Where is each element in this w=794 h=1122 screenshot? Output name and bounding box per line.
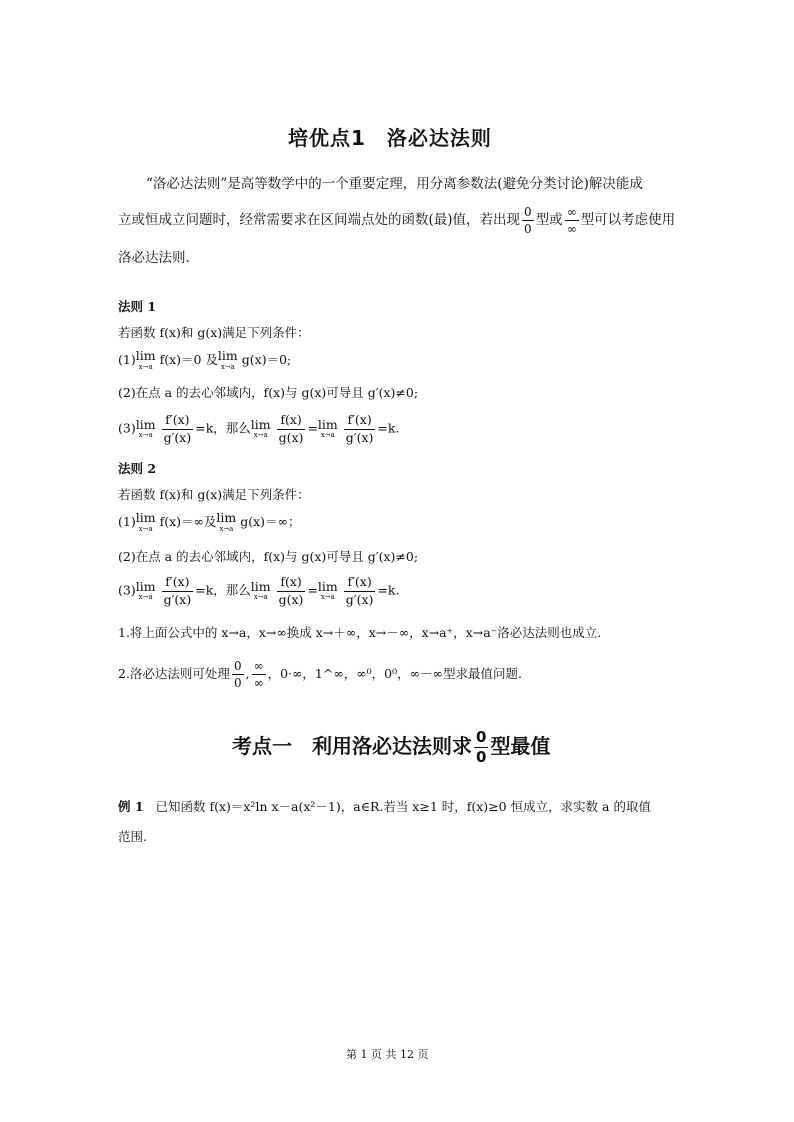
equals-k-then: =k，那么 bbox=[195, 582, 251, 598]
example-1-line-1 bbox=[118, 798, 651, 816]
intro-line-2-text-b: 型或 bbox=[535, 212, 563, 228]
derivative-fraction bbox=[162, 576, 194, 606]
lim-label: lim bbox=[250, 578, 271, 594]
example-1-line-2: 范围. bbox=[118, 829, 147, 844]
rule2-condition-3 bbox=[118, 576, 399, 606]
function-fraction bbox=[277, 576, 306, 606]
limit-operator bbox=[218, 350, 238, 371]
frac-numerator: f′(x) bbox=[344, 576, 376, 592]
item-prefix: (3) bbox=[118, 420, 136, 436]
frac-numerator: 0 bbox=[476, 728, 487, 746]
frac-numerator: 0 bbox=[233, 659, 242, 673]
lim-subscript: x→a bbox=[138, 431, 153, 440]
frac-numerator: f′(x) bbox=[344, 414, 376, 430]
limit-operator bbox=[135, 416, 156, 440]
equals-k: =k. bbox=[377, 420, 400, 436]
intro-line-3: 洛必达法则. bbox=[118, 250, 190, 266]
function-fraction bbox=[277, 414, 306, 444]
equals-k-then: =k，那么 bbox=[195, 420, 251, 436]
lim-subscript: x→a bbox=[138, 362, 153, 371]
lim-subscript: x→a bbox=[320, 431, 335, 440]
intro-line-2 bbox=[118, 206, 675, 235]
zero-over-zero-fraction bbox=[522, 206, 534, 235]
rule1-condition-3 bbox=[118, 414, 399, 444]
limit-operator bbox=[250, 578, 271, 602]
derivative-fraction bbox=[344, 414, 376, 444]
zero-over-zero-fraction bbox=[232, 660, 244, 689]
equals-sign: = bbox=[307, 420, 318, 436]
lim-label: lim bbox=[317, 416, 338, 432]
limit-operator bbox=[317, 416, 338, 440]
lim-subscript: x→a bbox=[138, 524, 153, 533]
frac-denominator: 0 bbox=[476, 748, 487, 766]
rule1-heading: 法则 1 bbox=[118, 299, 157, 314]
lim-label: lim bbox=[135, 416, 156, 432]
equals-sign: = bbox=[307, 582, 318, 598]
example-text: 已知函数 f(x)＝x²ln x－a(x²－1)，a∈R.若当 x≥1 时，f(x)≥0 恒成立，求实数 a 的取值 bbox=[155, 799, 651, 814]
intro-line-1: “洛必达法则”是高等数学中的一个重要定理，用分离参数法(避免分类讨论)解决能成 bbox=[146, 176, 643, 192]
lim-label: lim bbox=[135, 348, 156, 363]
lim-subscript: x→a bbox=[220, 362, 235, 371]
lim-subscript: x→a bbox=[253, 593, 268, 602]
lim-label: lim bbox=[250, 416, 271, 432]
lim-subscript: x→a bbox=[138, 593, 153, 602]
rule1-condition-2: (2)在点 a 的去心邻域内，f(x)与 g(x)可导且 g′(x)≠0; bbox=[118, 385, 419, 400]
zero-over-zero-fraction bbox=[474, 730, 488, 765]
limit-operator bbox=[216, 512, 236, 533]
item-prefix: (3) bbox=[118, 582, 136, 598]
note-2 bbox=[118, 660, 522, 689]
frac-denominator: 0 bbox=[233, 676, 242, 690]
rule2-condition-2: (2)在点 a 的去心邻域内，f(x)与 g(x)可导且 g′(x)≠0; bbox=[118, 549, 419, 564]
limit-operator bbox=[136, 350, 156, 371]
equals-k: =k. bbox=[377, 582, 400, 598]
section-title bbox=[232, 730, 550, 765]
limit-operator bbox=[136, 512, 156, 533]
condition-text: f(x)＝0 及 bbox=[159, 351, 218, 367]
intro-line-2-text-c: 型可以考虑使用 bbox=[580, 212, 676, 228]
rule2-condition-1 bbox=[118, 512, 300, 533]
rule2-heading: 法则 2 bbox=[118, 461, 157, 476]
lim-label: lim bbox=[135, 510, 156, 525]
lim-label: lim bbox=[317, 578, 338, 594]
condition-text: g(x)＝∞； bbox=[240, 513, 301, 529]
lim-subscript: x→a bbox=[219, 524, 234, 533]
frac-numerator: 0 bbox=[524, 205, 532, 219]
lim-subscript: x→a bbox=[320, 593, 335, 602]
lim-label: lim bbox=[217, 348, 238, 363]
condition-text: f(x)＝∞及 bbox=[159, 513, 217, 529]
lim-subscript: x→a bbox=[253, 431, 268, 440]
frac-denominator: 0 bbox=[524, 222, 532, 236]
item-prefix: (1) bbox=[118, 351, 136, 367]
condition-text: g(x)＝0; bbox=[241, 351, 292, 367]
lim-label: lim bbox=[216, 510, 237, 525]
rule1-condition: 若函数 f(x)和 g(x)满足下列条件： bbox=[118, 325, 310, 340]
frac-numerator: f(x) bbox=[277, 414, 306, 430]
frac-denominator: g′(x) bbox=[345, 429, 374, 445]
derivative-fraction bbox=[344, 576, 376, 606]
frac-numerator: ∞ bbox=[566, 205, 577, 219]
limit-operator bbox=[317, 578, 338, 602]
rule1-condition-1 bbox=[118, 350, 291, 371]
frac-denominator: ∞ bbox=[566, 222, 577, 236]
frac-denominator: g′(x) bbox=[345, 591, 374, 607]
frac-denominator: g′(x) bbox=[163, 429, 192, 445]
frac-numerator: f(x) bbox=[277, 576, 306, 592]
lim-label: lim bbox=[135, 578, 156, 594]
page-title: 培优点1 洛必达法则 bbox=[288, 126, 492, 150]
frac-denominator: g′(x) bbox=[163, 591, 192, 607]
frac-numerator: ∞ bbox=[253, 659, 264, 673]
frac-numerator: f′(x) bbox=[162, 414, 194, 430]
note-2-text-a: 2.洛必达法则可处理 bbox=[118, 666, 230, 681]
section-title-text-b: 型最值 bbox=[490, 734, 551, 758]
page-footer: 第 1 页 共 12 页 bbox=[346, 1048, 429, 1061]
limit-operator bbox=[250, 416, 271, 440]
inf-over-inf-fraction bbox=[565, 206, 579, 235]
frac-numerator: f′(x) bbox=[162, 576, 194, 592]
frac-denominator: g(x) bbox=[278, 591, 304, 607]
derivative-fraction bbox=[162, 414, 194, 444]
rule2-condition: 若函数 f(x)和 g(x)满足下列条件： bbox=[118, 487, 310, 502]
limit-operator bbox=[135, 578, 156, 602]
section-title-text-a: 考点一 利用洛必达法则求 bbox=[232, 734, 472, 758]
note-2-text-b: ，0·∞，1^∞，∞⁰，0⁰，∞－∞型求最值问题. bbox=[267, 666, 522, 681]
frac-denominator: ∞ bbox=[253, 676, 264, 690]
example-label: 例 1 bbox=[118, 799, 144, 814]
note-2-comma: , bbox=[245, 666, 250, 681]
item-prefix: (1) bbox=[118, 513, 136, 529]
intro-line-2-text-a: 立或恒成立问题时，经常需要求在区间端点处的函数(最)值，若出现 bbox=[118, 212, 521, 228]
note-1: 1.将上面公式中的 x→a，x→∞换成 x→＋∞，x→－∞，x→a⁺，x→a⁻洛必达法则也成立. bbox=[118, 625, 602, 640]
frac-denominator: g(x) bbox=[278, 429, 304, 445]
inf-over-inf-fraction bbox=[252, 660, 266, 689]
